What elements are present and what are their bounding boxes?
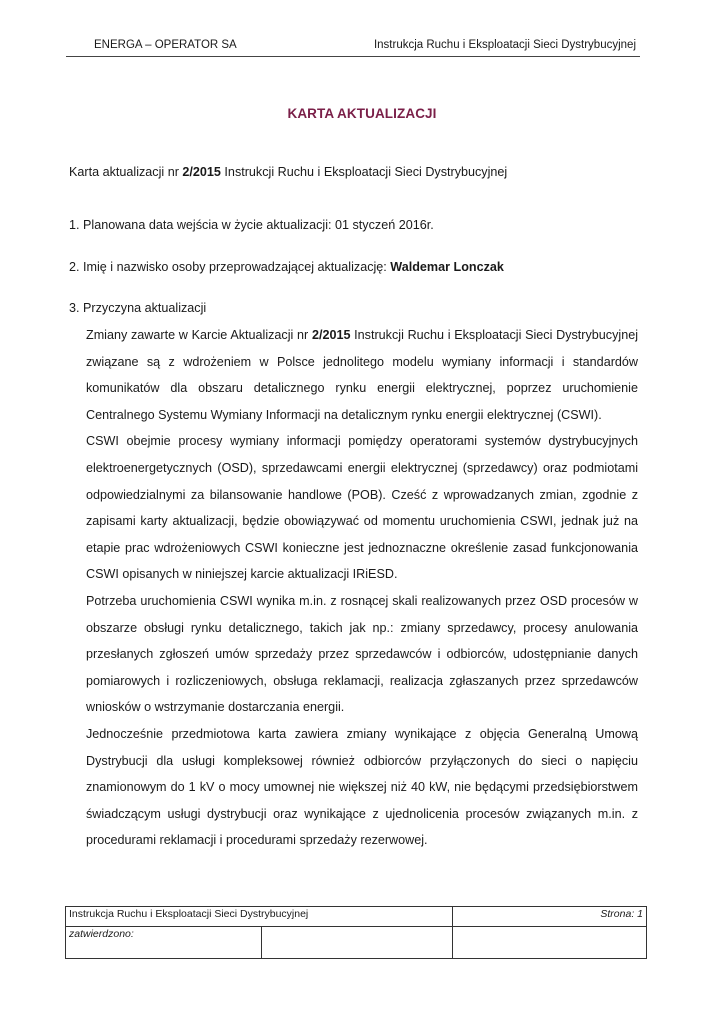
footer-document-name: Instrukcja Ruchu i Eksploatacji Sieci Dystrybucyjnej (66, 907, 453, 927)
paragraph-3: Potrzeba uruchomienia CSWI wynika m.in. z rosnącej skali realizowanych przez OSD procesów w obszarze obsługi rynku detalicznego, takich jak np.: zmiany sprzedawcy, procesy anulowania przesłanych zgłoszeń umów sprzedaży przez sprzedawców i odbiorców, udostępnianie danych pomiarowych i rozliczeniowych, obsługa reklamacji, realizacja zgłaszanych przez sprzedawców wniosków o wstrzymanie dostarczania energii. (86, 593, 638, 715)
item-2-name: Waldemar Lonczak (390, 260, 504, 274)
paragraph-1-number: 2/2015 (311, 328, 351, 342)
item-2-label: 2. Imię i nazwisko osoby przeprowadzającej aktualizację: (69, 260, 391, 274)
item-3-reason-heading: 3. Przyczyna aktualizacji (69, 301, 207, 315)
footer-empty-cell-1 (262, 927, 453, 959)
footer-row-2 (66, 927, 647, 959)
footer-row-1 (66, 907, 647, 927)
paragraph-2: CSWI obejmie procesy wymiany informacji pomiędzy operatorami systemów dystrybucyjnych elektroenergetycznych (OSD), sprzedawcami energii elektrycznej (sprzedawcy) oraz podmiotami odpowiedzialnymi za bilansowanie handlowe (POB). Cześć z wprowadzanych zmian, zgodnie z zapisami karty aktualizacji, będzie obowiązywać od momentu uruchomienia CSWI, jednak już na etapie prac wdrożeniowych CSWI konieczne jest jednoznaczne określenie zasad funkcjonowania CSWI opisanych w niniejszej karcie aktualizacji IRiESD. (86, 434, 638, 582)
header-document-title: Instrukcja Ruchu i Eksploatacji Sieci Dystrybucyjnej (373, 39, 636, 51)
intro-number: 2/2015 (182, 165, 221, 179)
page-header (66, 38, 640, 57)
footer-empty-cell-2 (453, 927, 647, 959)
footer-approved-label: zatwierdzono: (66, 927, 262, 959)
header-company: ENERGA – OPERATOR SA (94, 39, 237, 51)
footer-page-number: Strona: 1 (453, 907, 647, 927)
reason-body (86, 322, 638, 854)
paragraph-4: Jednocześnie przedmiotowa karta zawiera zmiany wynikające z objęcia Generalną Umową Dystrybucji dla usługi kompleksowej również odbiorców przyłączonych do sieci o napięciu znamionowym do 1 kV o mocy umownej nie większej niż 40 kW, nie będącymi przedsiębiorstwem świadczącym usługi dystrybucji oraz wynikające z ujednolicenia procesów związanych m.in. z procedurami reklamacji i procedurami sprzedaży rezerwowej. (86, 726, 638, 848)
paragraph-1 (86, 322, 638, 428)
page-title: KARTA AKTUALIZACJI (287, 106, 437, 121)
intro-text-post: Instrukcji Ruchu i Eksploatacji Sieci Dystrybucyjnej (220, 165, 508, 179)
item-1-effective-date: 1. Planowana data wejścia w życie aktualizacji: 01 styczeń 2016r. (69, 218, 434, 232)
paragraph-1-pre: Zmiany zawarte w Karcie Aktualizacji nr (86, 328, 312, 342)
intro-line (69, 165, 507, 179)
item-2-person (69, 260, 504, 274)
footer-table (65, 906, 647, 959)
paragraph-1-post: Instrukcji Ruchu i Eksploatacji Sieci Dystrybucyjnej związane są z wdrożeniem w Polsce jednolitego modelu wymiany informacji i standardów komunikatów dla obszaru detalicznego rynku energii elektrycznej, poprzez uruchomienie Centralnego Systemu Wymiany Informacji na detalicznym rynku energii elektrycznej (CSWI). (86, 328, 638, 422)
intro-text-pre: Karta aktualizacji nr (69, 165, 183, 179)
